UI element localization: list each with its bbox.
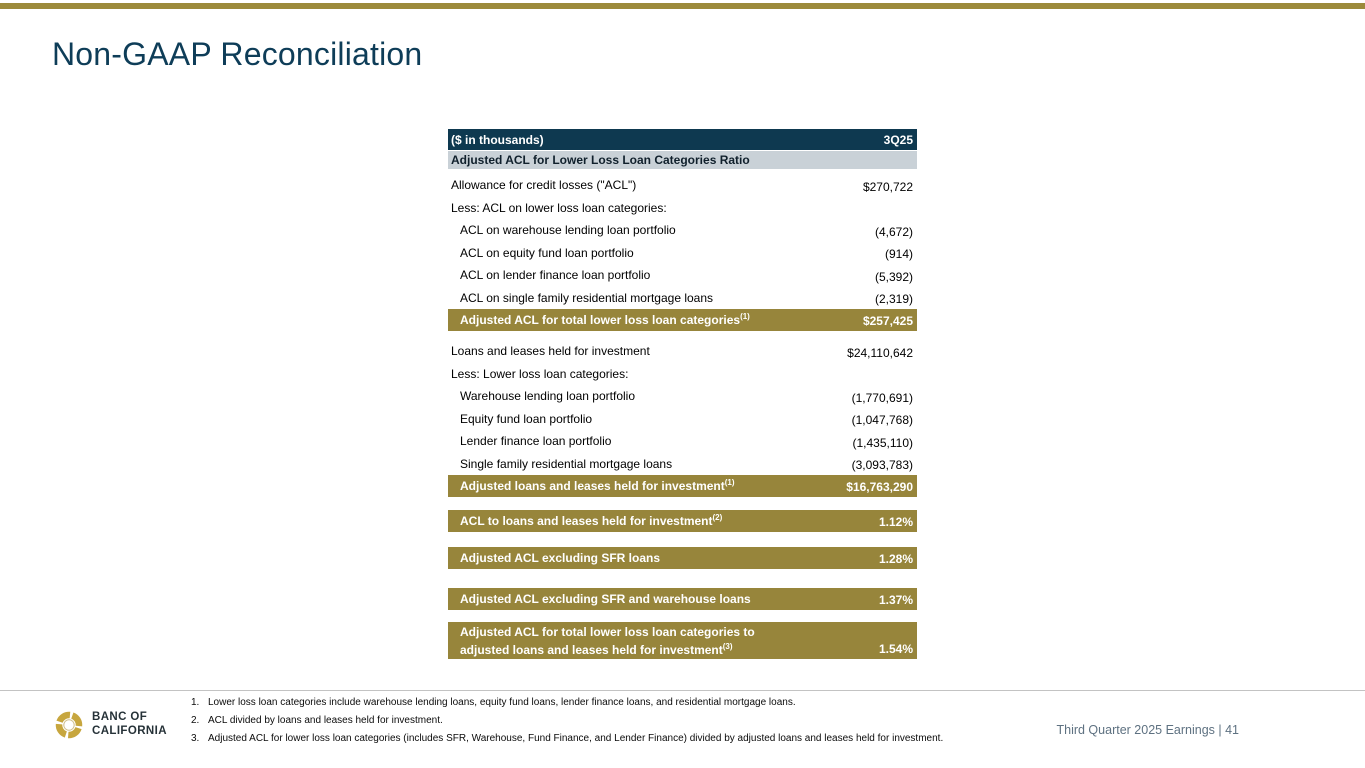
row-value: (5,392) — [874, 269, 913, 284]
row-label: Adjusted ACL for total lower loss loan categories to adjusted loans and leases held for investment$^{(3)}$ — [460, 624, 755, 657]
footnote-number: 3. — [191, 733, 200, 744]
top-accent-bar — [0, 3, 1365, 9]
row-value: $270,722 — [862, 179, 913, 194]
row-value: $24,110,642 — [847, 345, 913, 360]
table-header-units: ($ in thousands) — [451, 132, 544, 147]
row-value: $257,425 — [862, 314, 913, 328]
row-label: ACL on lender finance loan portfolio — [460, 268, 651, 283]
table-row — [448, 219, 917, 242]
footnote-ref: (1) — [740, 312, 750, 321]
table-header-quarter: 3Q25 — [883, 132, 913, 147]
footer-earnings-label: Third Quarter 2025 Earnings | 41 — [1056, 723, 1239, 737]
table-row — [448, 264, 917, 287]
table-row — [448, 453, 917, 476]
table-row — [448, 430, 917, 453]
row-label: Warehouse lending loan portfolio — [460, 389, 636, 404]
row-label: ACL on warehouse lending loan portfolio — [460, 223, 676, 238]
logo-wordmark — [92, 711, 167, 739]
footnote-number: 2. — [191, 715, 200, 726]
highlight-row — [448, 309, 917, 331]
row-label: Adjusted loans and leases held for investment$^{(1)}$ — [460, 478, 735, 493]
banc-of-california-logo — [54, 709, 167, 741]
row-spacer — [448, 497, 917, 510]
table-row — [448, 287, 917, 310]
row-spacer — [448, 331, 917, 340]
logo-line2: CALIFORNIA — [92, 725, 167, 737]
row-value: (914) — [884, 247, 913, 261]
table-subheader-label: Adjusted ACL for Lower Loss Loan Categories Ratio — [451, 153, 750, 167]
row-value: (2,319) — [874, 292, 913, 306]
row-label: Single family residential mortgage loans — [460, 456, 673, 471]
table-row — [448, 197, 917, 220]
row-value: (4,672) — [874, 224, 913, 239]
table-row — [448, 385, 917, 408]
row-value: (1,047,768) — [851, 413, 913, 427]
row-value: (1,770,691) — [851, 390, 913, 405]
row-value: $16,763,290 — [846, 480, 913, 494]
row-value: (3,093,783) — [851, 458, 913, 472]
reconciliation-table — [448, 129, 917, 659]
table-row — [448, 340, 917, 363]
footnotes-list — [191, 697, 1091, 751]
footnote — [191, 697, 1091, 708]
table-row — [448, 408, 917, 431]
footnote-ref: (1) — [724, 478, 735, 487]
row-label: ACL on single family residential mortgage loans — [460, 290, 714, 305]
footnote — [191, 733, 1091, 744]
highlight-row — [448, 588, 917, 610]
banc-logo-icon — [54, 709, 84, 741]
footnote-text: ACL divided by loans and leases held for investment. — [208, 715, 443, 726]
row-value: 1.28% — [878, 552, 913, 566]
row-label: Adjusted ACL excluding SFR and warehouse loans — [460, 592, 751, 606]
row-value: 1.54% — [878, 642, 913, 656]
row-label: Adjusted ACL for total lower loss loan categories$^{(1)}$ — [460, 312, 750, 327]
row-spacer — [448, 610, 917, 622]
footnote-number: 1. — [191, 697, 200, 708]
row-spacer — [448, 569, 917, 588]
row-label: Loans and leases held for investment — [451, 344, 650, 359]
highlight-row — [448, 547, 917, 569]
row-label: Equity fund loan portfolio — [460, 411, 593, 426]
highlight-row — [448, 622, 917, 659]
row-value: (1,435,110) — [852, 435, 913, 450]
footer-divider — [0, 690, 1365, 691]
table-header-row — [448, 129, 917, 150]
table-row — [448, 363, 917, 386]
row-label: Allowance for credit losses ("ACL") — [451, 178, 637, 193]
row-label: Lender finance loan portfolio — [460, 434, 612, 449]
footnote-text: Lower loss loan categories include warehouse lending loans, equity fund loans, lender finance loans, and residential mortgage loans. — [208, 697, 796, 708]
highlight-row — [448, 475, 917, 497]
row-value: 1.37% — [878, 593, 913, 607]
table-rows — [448, 174, 917, 659]
row-label: Less: ACL on lower loss loan categories: — [451, 200, 667, 215]
row-value: 1.12% — [878, 515, 913, 529]
page-title: Non-GAAP Reconciliation — [52, 36, 423, 72]
row-value — [913, 216, 917, 219]
logo-line1: BANC OF — [92, 711, 148, 724]
row-label: Adjusted ACL excluding SFR loans — [460, 551, 661, 565]
footnote-ref: (3) — [722, 641, 733, 651]
row-spacer — [448, 532, 917, 547]
table-row — [448, 174, 917, 197]
footnote — [191, 715, 1091, 726]
row-label: ACL to loans and leases held for investment$^{(2)}$ — [460, 513, 723, 528]
footnote-ref: (2) — [712, 513, 723, 522]
table-row — [448, 242, 917, 265]
row-value — [913, 382, 917, 385]
table-subheader-row — [448, 151, 917, 169]
row-label: Less: Lower loss loan categories: — [451, 366, 629, 381]
highlight-row — [448, 510, 917, 532]
row-label: ACL on equity fund loan portfolio — [460, 245, 634, 260]
footnote-text: Adjusted ACL for lower loss loan categories (includes SFR, Warehouse, Fund Finance, and Lender Finance) divided by adjusted loans and leases held for investment. — [208, 733, 944, 744]
